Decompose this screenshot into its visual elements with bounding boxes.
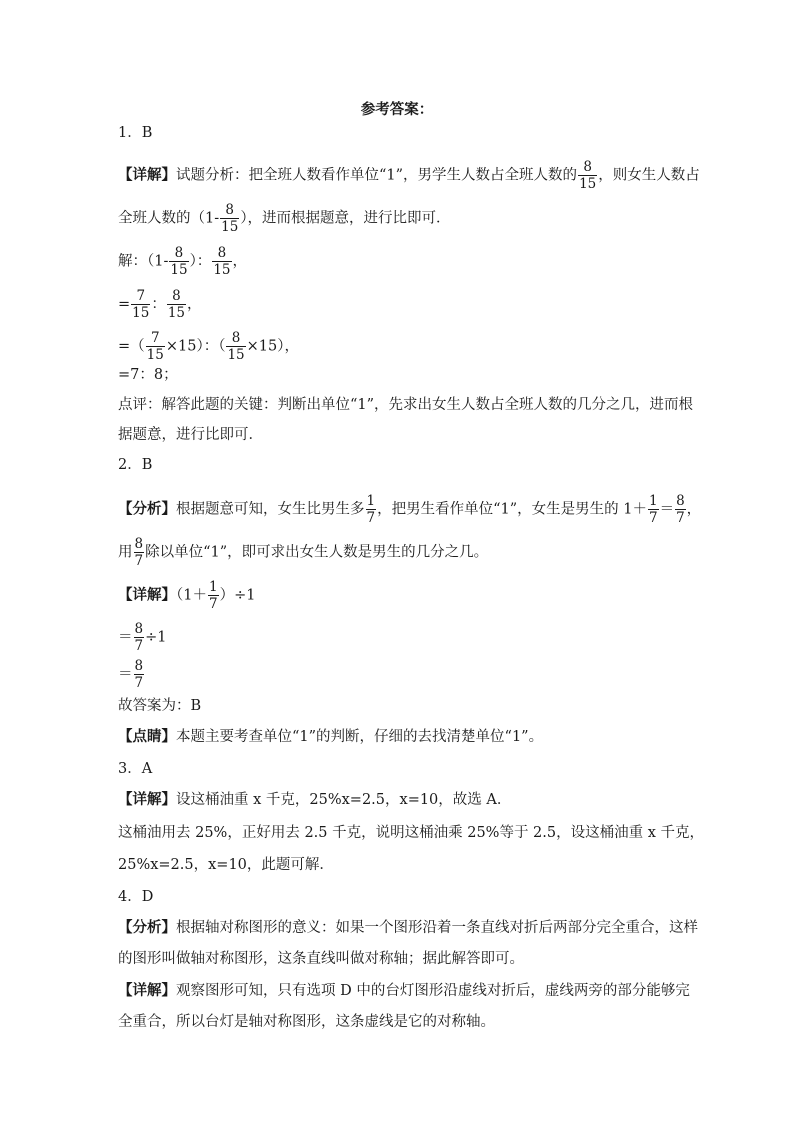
q4-label: 4．D [118, 889, 154, 905]
fraction: $\frac{1}{7}$ [366, 493, 376, 526]
q2-detail-line3: ＝ $\frac{8}{7}$ [118, 658, 144, 691]
q2-analysis-line2: 用 $\frac{8}{7}$ 除以单位“1”，即可求出女生人数是男生的几分之几。 [118, 536, 489, 569]
q4-detail-line2: 全重合，所以台灯是轴对称图形，这条虚线是它的对称轴。 [118, 1014, 495, 1030]
fraction: $\frac{8}{7}$ [134, 658, 144, 691]
q1-detail-line2: 全班人数的（1- $\frac{8}{15}$ ），进而根据题意，进行比即可． [118, 202, 451, 235]
q2-analysis-tag: 【分析】 [118, 500, 176, 518]
q3-detail-line2: 这桶油用去 25%，正好用去 2.5 千克，说明这桶油乘 25%等于 2.5，设这桶油重 x 千克， [118, 825, 705, 841]
q1-step-3: =（ $\frac{7}{15}$ ×15）：（ $\frac{8}{15}$ ×15）， [118, 330, 299, 363]
q4-analysis-line1: 【分析】根据轴对称图形的意义：如果一个图形沿着一条直线对折后两部分完全重合，这样 [118, 919, 698, 936]
q1-step-2: = $\frac{7}{15}$ ： $\frac{8}{15}$ ， [118, 288, 202, 321]
q2-comment-tag: 【点睛】 [118, 728, 176, 745]
page-title: 参考答案： [360, 101, 434, 118]
q2-detail-tag: 【详解】 [118, 586, 176, 604]
fraction: $\frac{8}{7}$ [134, 536, 144, 569]
q1-detail-line1: 【详解】试题分析：把全班人数看作单位“1”，男学生人数占全班人数的 $\frac{8}{15}$ ，则女生人数占 [118, 159, 700, 192]
fraction: $\frac{8}{15}$ [227, 330, 245, 363]
q3-detail-line1: 【详解】设这桶油重 x 千克，25%x=2.5，x=10，故选 A． [118, 791, 512, 808]
q4-detail-tag: 【详解】 [118, 982, 176, 999]
q1-step-4: =7：8； [118, 367, 178, 383]
q3-detail-line3: 25%x=2.5，x=10，此题可解． [118, 857, 334, 873]
fraction: $\frac{8}{7}$ [134, 621, 144, 654]
q2-answer: 故答案为：B [118, 698, 202, 714]
fraction: $\frac{7}{15}$ [146, 330, 164, 363]
q1-comment-line2: 据题意，进行比即可． [118, 427, 263, 443]
q1-step-1: 解：（1- $\frac{8}{15}$ ）： $\frac{8}{15}$ ， [118, 245, 247, 278]
q2-analysis-line1: 【分析】根据题意可知，女生比男生多 $\frac{1}{7}$ ，把男生看作单位“1”，女生是男生的 1＋ $\frac{1}{7}$ ＝ $\frac{8}{7}$ ， [118, 493, 702, 526]
q2-detail-line2: ＝ $\frac{8}{7}$ ÷1 [118, 621, 167, 654]
q3-detail-tag: 【详解】 [118, 791, 176, 808]
q1-detail-tag: 【详解】 [118, 166, 176, 184]
q2-detail-line1: 【详解】（1＋ $\frac{1}{7}$ ）÷1 [118, 579, 256, 612]
fraction: $\frac{7}{15}$ [132, 288, 150, 321]
fraction: $\frac{1}{7}$ [648, 493, 658, 526]
fraction: $\frac{8}{15}$ [167, 288, 186, 321]
q4-analysis-line2: 的图形叫做轴对称图形，这条直线叫做对称轴；据此解答即可。 [118, 951, 524, 967]
q3-label: 3．A [118, 761, 153, 777]
q1-label: 1．B [118, 125, 153, 141]
q2-label: 2．B [118, 457, 153, 473]
fraction: $\frac{8}{7}$ [676, 493, 685, 526]
fraction: $\frac{8}{15}$ [170, 245, 188, 278]
fraction: $\frac{8}{15}$ [213, 245, 231, 278]
q1-comment-line1: 点评：解答此题的关键：判断出单位“1”，先求出女生人数占全班人数的几分之几，进而根 [118, 397, 694, 413]
fraction: $\frac{8}{15}$ [221, 202, 239, 235]
q4-detail-line1: 【详解】观察图形可知，只有选项 D 中的台灯图形沿虚线对折后，虚线两旁的部分能够完 [118, 982, 690, 999]
fraction: $\frac{1}{7}$ [208, 579, 218, 612]
q2-comment: 【点睛】本题主要考查单位“1”的判断，仔细的去找清楚单位“1”。 [118, 728, 544, 745]
q4-analysis-tag: 【分析】 [118, 919, 176, 936]
fraction: $\frac{8}{15}$ [579, 159, 597, 192]
